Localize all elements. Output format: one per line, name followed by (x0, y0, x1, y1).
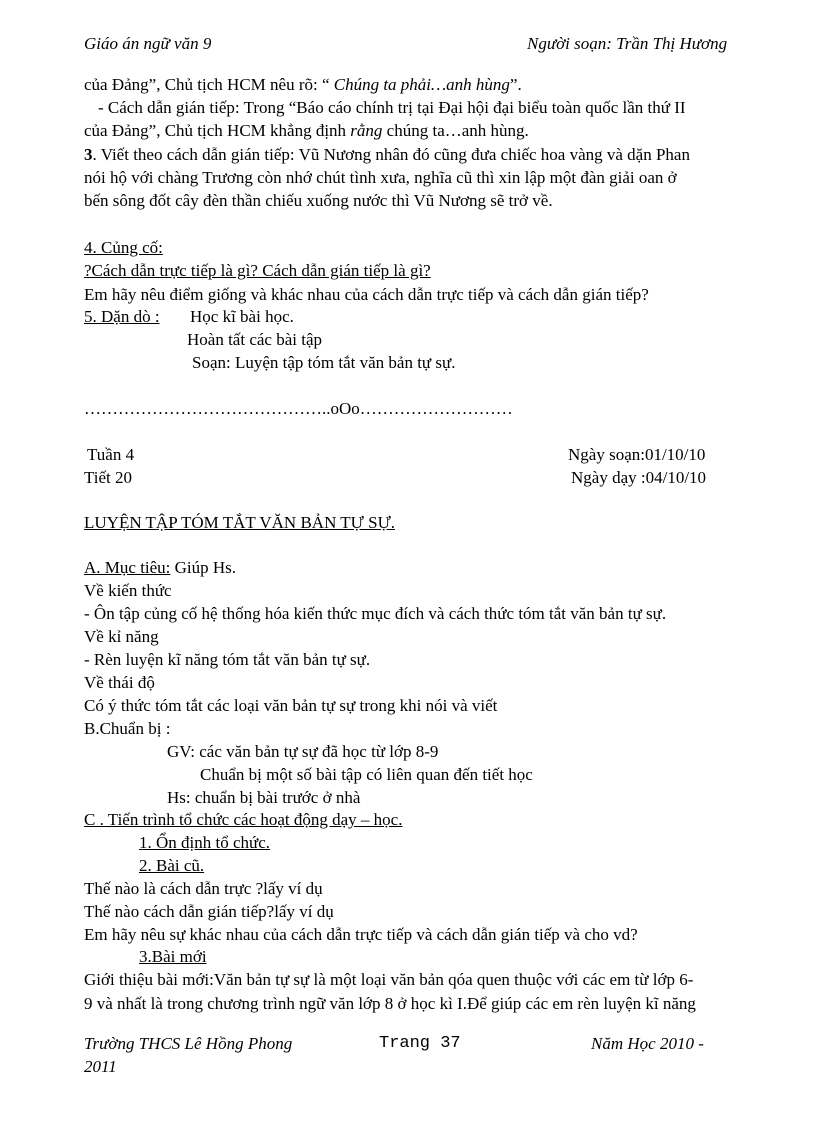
body-line: - Rèn luyện kĩ năng tóm tắt văn bản tự sự. (84, 650, 371, 669)
subsection-title: 3.Bài mới (139, 947, 207, 966)
section-preparation: B.Chuẩn bị : (84, 719, 171, 738)
body-line: GV: các văn bản tự sự đã học từ lớp 8-9 (167, 742, 439, 761)
body-line: Chuẩn bị một số bài tập có liên quan đến tiết học (200, 765, 533, 784)
text-span: . Viết theo cách dẫn gián tiếp: Vũ Nương nhân đó cũng đưa chiếc hoa vàng và dặn Phan (92, 145, 690, 164)
text-span: của Đảng”, Chủ tịch HCM khẳng định (84, 121, 351, 140)
body-line: bến sông đốt cây đèn thần chiếu xuống nước thì Vũ Nương sẽ trở về. (84, 191, 553, 210)
text-span: của Đảng”, Chủ tịch HCM nêu rõ: “ (84, 75, 334, 94)
teach-date: Ngày dạy :04/10/10 (571, 468, 707, 487)
body-line (84, 144, 690, 166)
text-span: ”. (509, 75, 522, 94)
body-line: Thế nào là cách dẫn trực ?lấy ví dụ (84, 879, 323, 898)
week-label: Tuần 4 (87, 445, 135, 464)
lesson-title: LUYỆN TẬP TÓM TẮT VĂN BẢN TỰ SỰ. (84, 513, 396, 532)
body-line: Có ý thức tóm tắt các loại văn bản tự sự trong khi nói và viết (84, 696, 498, 715)
question-line: ?Cách dẫn trực tiếp là gì? Cách dẫn gián tiếp là gì? (84, 261, 431, 280)
footer-year-end: 2011 (84, 1057, 117, 1076)
homework-item: Học kĩ bài học. (190, 307, 294, 326)
body-line: Thế nào cách dẫn gián tiếp?lấy ví dụ (84, 902, 334, 921)
objectives-line (84, 557, 236, 579)
body-line: Về kỉ năng (84, 627, 159, 646)
body-line: Giới thiệu bài mới:Văn bản tự sự là một loại văn bản qóa quen thuộc với các em từ lớp 6- (84, 970, 694, 989)
header-subject: Giáo án ngữ văn 9 (84, 34, 212, 53)
footer-page-number: Trang 37 (379, 1034, 461, 1053)
item-number: 3 (84, 145, 93, 164)
homework-item: Hoàn tất các bài tập (187, 330, 322, 349)
body-line: Hs: chuẩn bị bài trước ở nhà (167, 788, 361, 807)
body-line: - Cách dẫn gián tiếp: Trong “Báo cáo chính trị tại Đại hội đại biểu toàn quốc lần thứ II (98, 98, 686, 117)
section-consolidation: 4. Củng cố: (84, 238, 163, 257)
section-homework: 5. Dặn dò : (84, 307, 160, 326)
body-line: Về kiến thức (84, 581, 172, 600)
section-objectives: A. Mục tiêu: (84, 558, 171, 577)
text-span: chúng ta…anh hùng. (382, 121, 529, 140)
section-procedure: C . Tiến trình tổ chức các hoạt động dạy – học. (84, 810, 403, 829)
body-line: - Ôn tập củng cố hệ thống hóa kiến thức mục đích và cách thức tóm tắt văn bản tự sự. (84, 604, 667, 623)
footer-school: Trường THCS Lê Hồng Phong (84, 1034, 293, 1053)
prep-date: Ngày soạn:01/10/10 (568, 445, 706, 464)
subsection-title: 2. Bài cũ. (139, 856, 205, 875)
body-line: nói hộ với chàng Trương còn nhớ chút tình xưa, nghĩa cũ thì xin lập một đàn giải oan ở (84, 168, 677, 187)
body-line: 9 và nhất là trong chương trình ngữ văn lớp 8 ở học kì I.Để giúp các em rèn luyện kĩ năng (84, 994, 696, 1013)
period-label: Tiết 20 (84, 468, 133, 487)
body-line (84, 74, 522, 96)
footer-year: Năm Học 2010 - (591, 1034, 704, 1053)
header-author: Người soạn: Trần Thị Hương (527, 34, 728, 53)
homework-item: Soạn: Luyện tập tóm tắt văn bản tự sự. (192, 353, 456, 372)
body-line (84, 120, 529, 142)
question-line: Em hãy nêu điểm giống và khác nhau của cách dẫn trực tiếp và cách dẫn gián tiếp? (84, 285, 649, 304)
text-span: Giúp Hs. (170, 558, 237, 577)
subsection-title: 1. Ổn định tổ chức. (139, 833, 271, 852)
body-line: Em hãy nêu sự khác nhau của cách dẫn trực tiếp và cách dẫn gián tiếp và cho vd? (84, 925, 638, 944)
word-italic: rằng (350, 121, 383, 140)
quote-italic: Chúng ta phải…anh hùng (333, 75, 510, 94)
separator-line: ……………………………………..oOo……………………… (84, 399, 513, 418)
body-line: Về thái độ (84, 673, 155, 692)
